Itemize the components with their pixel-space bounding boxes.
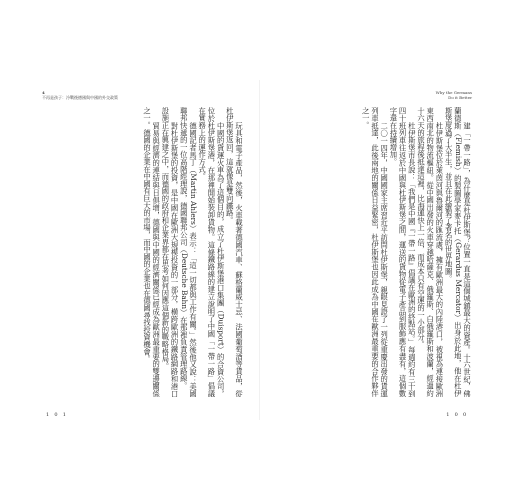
paragraph: 貿易與經濟的連結與日俱增，德國與中國的經濟關係已經成為歐洲最重要的雙邊關係之一。德國的企業在中國有巨大的市場，而中國的企業也在德國尋找投資機會。 [142, 107, 162, 397]
paragraph: 建「一帶一路」，為什麼是杜伊斯堡？位置一直是這個城鎮最大的資產。十六世紀，佛蘭德斯（Flemish）的製圖學家麥卡托（Gerardus Mercator）出身於此地，他在杜伊斯堡度過了大半生，並且在此繪製了著名的世界地圖。 [444, 107, 472, 397]
right-body-text [270, 107, 472, 397]
paragraph: 杜伊斯堡位於萊茵河與魯爾河的匯流處，擁有歐洲最大的內陸港口，被視為連接歐洲東西南北的物流樞紐。從中國出發的火車穿越哈薩克、俄羅斯、白俄羅斯和波蘭，經過約十六天的旅程後抵達這裡，比海運快上一倍，而成本只有空運的一小部分。 [416, 107, 445, 397]
header-book-title: 不再是孩子：冷戰後德國與中國的外交政策 [42, 95, 118, 100]
paragraph: 二〇一四年，中國國家主席習近平訪問杜伊斯堡，親眼見證了一列從重慶出發的貨運列車抵達，此後兩地的關係日益緊密，杜伊斯堡也因此成為中國在歐洲最重要的合作夥伴之一。 [361, 107, 390, 397]
paragraph: 杜伊斯堡市長說：「我們是中國『一帶一路』倡議在歐洲的終點站。」每週約有三十到四十班列車往返於中國與杜伊斯堡之間，運送的貨物從電子產品到服飾應有盡有，這個數字還在持續增加。 [389, 107, 417, 397]
header-page-number: 4 [42, 90, 45, 95]
gutter-divider [259, 80, 260, 420]
right-page [270, 90, 472, 418]
left-page [42, 90, 244, 418]
paragraph: 玩具和電子產品，然後，火車載著德國汽車、蘇格蘭威士忌、法國葡萄酒等貨品，從杜伊斯堡返回，這就像是雙向鐵路。 [225, 107, 244, 397]
left-body-text [42, 107, 244, 397]
right-running-header [436, 90, 472, 100]
left-running-header [42, 90, 118, 100]
paragraph: 中國的貨運火車為了這個目的，成立了杜伊斯堡港口集團（Duisport）的合資公司，位於杜伊斯堡港，在那裡開始裝卸貨物。這條鐵路線的建立說明了中國「一帶一路」倡議在實務上的運作方式。 [198, 107, 226, 397]
header-title-line: Why the Germans [435, 90, 472, 95]
paragraph: 德國記者馬丁（Martin Ahlers）表示：「這一切都與工作有關。」然後他又說：美國聯邦快遞的一位高階經理說，德國聯邦公司（Deutsche Bahn）在那裡負責管理路線。 [179, 107, 198, 397]
right-folio: 1 0 0 [446, 412, 468, 418]
left-folio: 1 0 1 [46, 412, 68, 418]
header-title-line: Do it Better [448, 95, 472, 100]
paragraph: 對杜伊斯堡的投資，是中國在歐洲大規模投資的一部分，横跨歐洲的鐵路網路和港口設施正在興建之中，而德國的政府和企業界都在思考如何因應這個新的戰略格局。 [161, 107, 180, 397]
